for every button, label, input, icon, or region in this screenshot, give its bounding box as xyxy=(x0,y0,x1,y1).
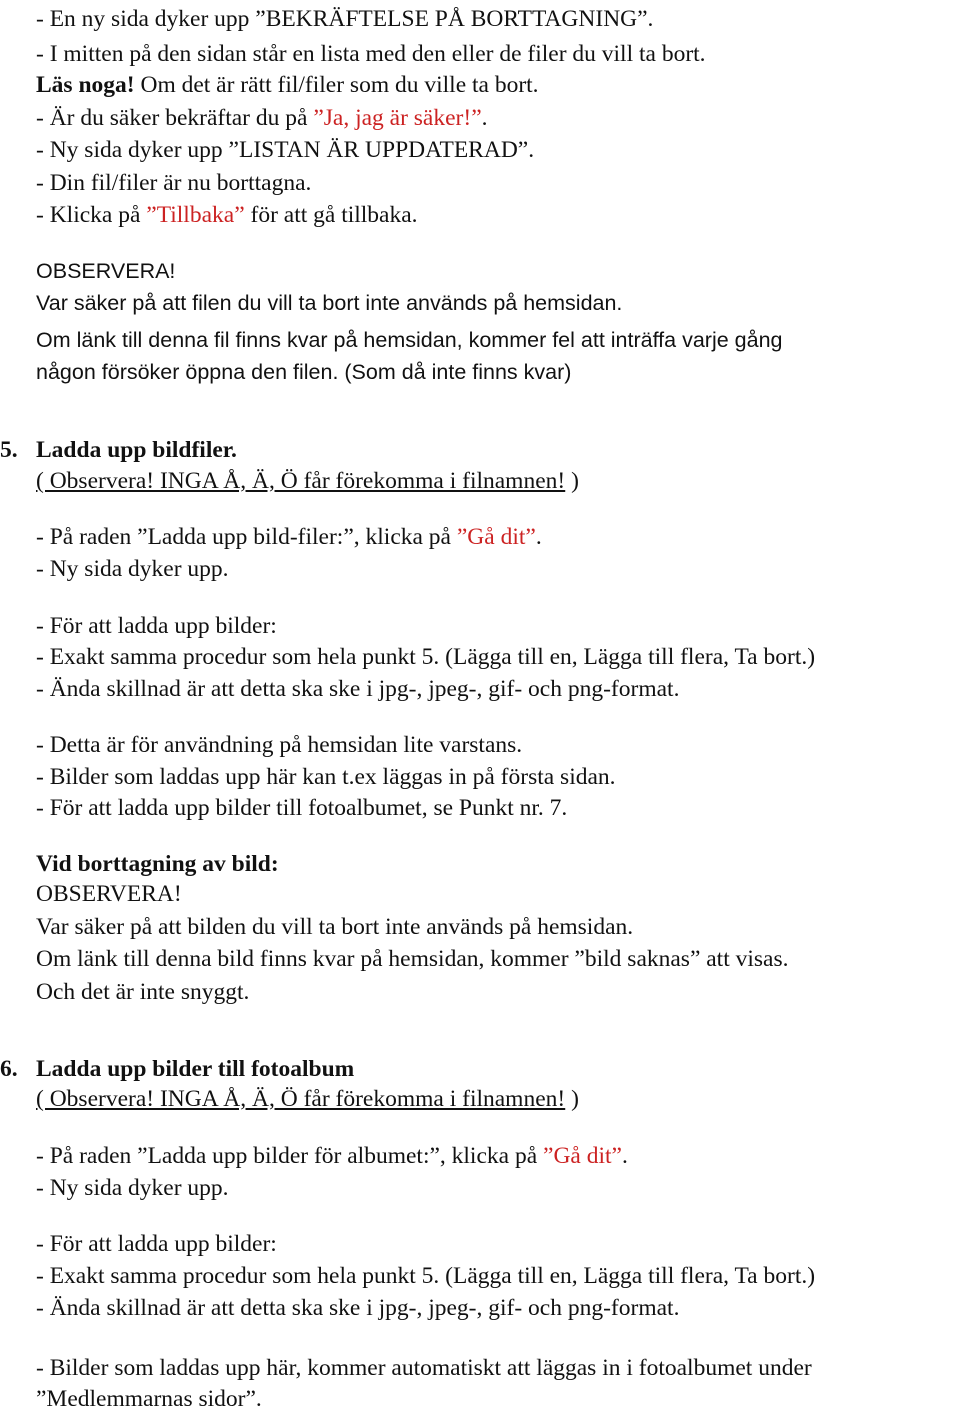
step-files-removed: - Din fil/filer är nu borttagna. xyxy=(36,170,312,196)
section-5-step: - Ny sida dyker upp. xyxy=(36,556,229,582)
note-line: någon försöker öppna den filen. (Som då inte finns kvar) xyxy=(36,360,572,384)
removal-heading: Vid borttagning av bild: xyxy=(36,851,279,877)
removal-line: Om länk till denna bild finns kvar på hemsidan, kommer ”bild saknas” att visas. xyxy=(36,946,789,972)
step-go-back: - Klicka på ”Tillbaka” för att gå tillbaka. xyxy=(36,202,418,228)
section-6-upload: - För att ladda upp bilder: xyxy=(36,1231,277,1257)
removal-line: Var säker på att bilden du vill ta bort inte används på hemsidan. xyxy=(36,914,634,940)
step-confirmation-page: - En ny sida dyker upp ”BEKRÄFTELSE PÅ BORTTAGNING”. xyxy=(36,6,654,32)
section-6-upload: - Ända skillnad är att detta ska ske i jpg-, jpeg-, gif- och png-format. xyxy=(36,1295,680,1321)
step-read-carefully: Läs noga! Om det är rätt fil/filer som du ville ta bort. xyxy=(36,72,539,98)
note-title: OBSERVERA! xyxy=(36,259,176,283)
note-line: Var säker på att filen du vill ta bort inte används på hemsidan. xyxy=(36,291,623,315)
step-list-updated: - Ny sida dyker upp ”LISTAN ÄR UPPDATERAD”. xyxy=(36,137,535,163)
note-line: Om länk till denna fil finns kvar på hemsidan, kommer fel att inträffa varje gång xyxy=(36,328,783,352)
section-6-album: - Bilder som laddas upp här, kommer automatiskt att läggas in i fotoalbumet under xyxy=(36,1355,812,1381)
section-6-step: - På raden ”Ladda upp bilder för albumet:”, klicka på ”Gå dit”. xyxy=(36,1143,628,1169)
section-6-warning: ( Observera! INGA Å, Ä, Ö får förekomma i filnamnen! ) xyxy=(36,1086,579,1112)
back-link: ”Tillbaka” xyxy=(146,202,245,228)
read-carefully-label: Läs noga! xyxy=(36,72,135,98)
section-5-upload: - Exakt samma procedur som hela punkt 5. (Lägga till en, Lägga till flera, Ta bort.) xyxy=(36,644,816,670)
section-6-number: 6. xyxy=(0,1056,18,1082)
confirm-yes-link: ”Ja, jag är säker!” xyxy=(313,105,482,131)
go-there-link: ”Gå dit” xyxy=(456,524,536,550)
section-5-step: - På raden ”Ladda upp bild-filer:”, klicka på ”Gå dit”. xyxy=(36,524,542,550)
removal-title: OBSERVERA! xyxy=(36,881,182,907)
section-5-upload: - Ända skillnad är att detta ska ske i jpg-, jpeg-, gif- och png-format. xyxy=(36,676,680,702)
section-5-heading: 5. Ladda upp bildfiler. xyxy=(36,434,237,466)
section-6-step: - Ny sida dyker upp. xyxy=(36,1175,229,1201)
section-5-warning: ( Observera! INGA Å, Ä, Ö får förekomma i filnamnen! ) xyxy=(36,468,579,494)
step-confirm: - Är du säker bekräftar du på ”Ja, jag är säker!”. xyxy=(36,105,488,131)
section-6-album: ”Medlemmarnas sidor”. xyxy=(36,1386,262,1412)
step-file-list: - I mitten på den sidan står en lista med den eller de filer du vill ta bort. xyxy=(36,41,706,67)
section-5-upload: - För att ladda upp bilder: xyxy=(36,613,277,639)
section-5-detail: - För att ladda upp bilder till fotoalbumet, se Punkt nr. 7. xyxy=(36,795,568,821)
section-6-upload: - Exakt samma procedur som hela punkt 5. (Lägga till en, Lägga till flera, Ta bort.) xyxy=(36,1263,816,1289)
section-6-heading: 6. Ladda upp bilder till fotoalbum xyxy=(36,1053,354,1085)
section-5-detail: - Bilder som laddas upp här kan t.ex läggas in på första sidan. xyxy=(36,764,616,790)
section-5-detail: - Detta är för användning på hemsidan lite varstans. xyxy=(36,732,523,758)
go-there-link: ”Gå dit” xyxy=(543,1143,622,1169)
removal-line: Och det är inte snyggt. xyxy=(36,979,250,1005)
section-5-number: 5. xyxy=(0,437,18,463)
